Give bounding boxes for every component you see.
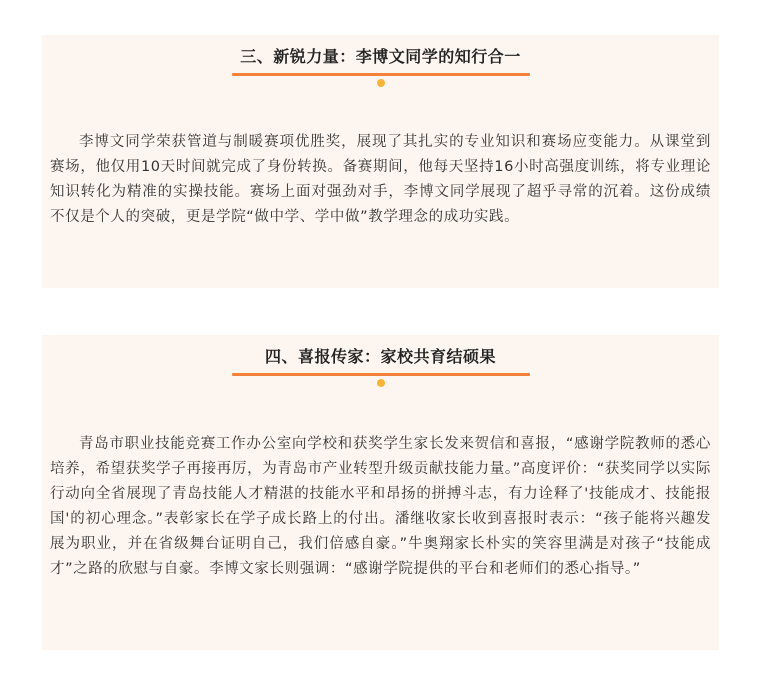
section-heading: 四、喜报传家：家校共育结硕果	[264, 347, 496, 366]
heading-underline	[232, 373, 530, 376]
section-heading-wrap	[42, 35, 719, 87]
section-good-news	[42, 335, 719, 650]
section-paragraph: 李博文同学荣获管道与制暖赛项优胜奖，展现了其扎实的专业知识和赛场应变能力。从课堂到赛场，他仅用10天时间就完成了身份转换。备赛期间，他每天坚持16小时高强度训练，将专业理论知识转化为精准的实操技能。赛场上面对强劲对手，李博文同学展现了超乎寻常的沉着。这份成绩不仅是个人的突破，更是学院“做中学、学中做”教学理念的成功实践。	[50, 134, 711, 225]
section-heading-wrap	[42, 335, 719, 387]
heading-dot-icon	[377, 379, 385, 387]
section-new-talent	[42, 35, 719, 288]
heading-dot-icon	[377, 79, 385, 87]
heading-underline	[232, 73, 530, 76]
section-heading: 三、新锐力量：李博文同学的知行合一	[240, 47, 521, 66]
section-paragraph: 青岛市职业技能竞赛工作办公室向学校和获奖学生家长发来贺信和喜报，“感谢学院教师的悉心培养，希望获奖学子再接再厉，为青岛市产业转型升级贡献技能力量。”高度评价：“获奖同学以实际行动向全省展现了青岛技能人才精湛的技能水平和昂扬的拼搏斗志，有力诠释了'技能成才、技能报国'的初心理念。”表彰家长在学子成长路上的付出。潘继收家长收到喜报时表示：“孩子能将兴趣发展为职业，并在省级舞台证明自己，我们倍感自豪。”牛奥翔家长朴实的笑容里满是对孩子“技能成才”之路的欣慰与自豪。李博文家长则强调：“感谢学院提供的平台和老师们的悉心指导。”	[50, 436, 711, 577]
